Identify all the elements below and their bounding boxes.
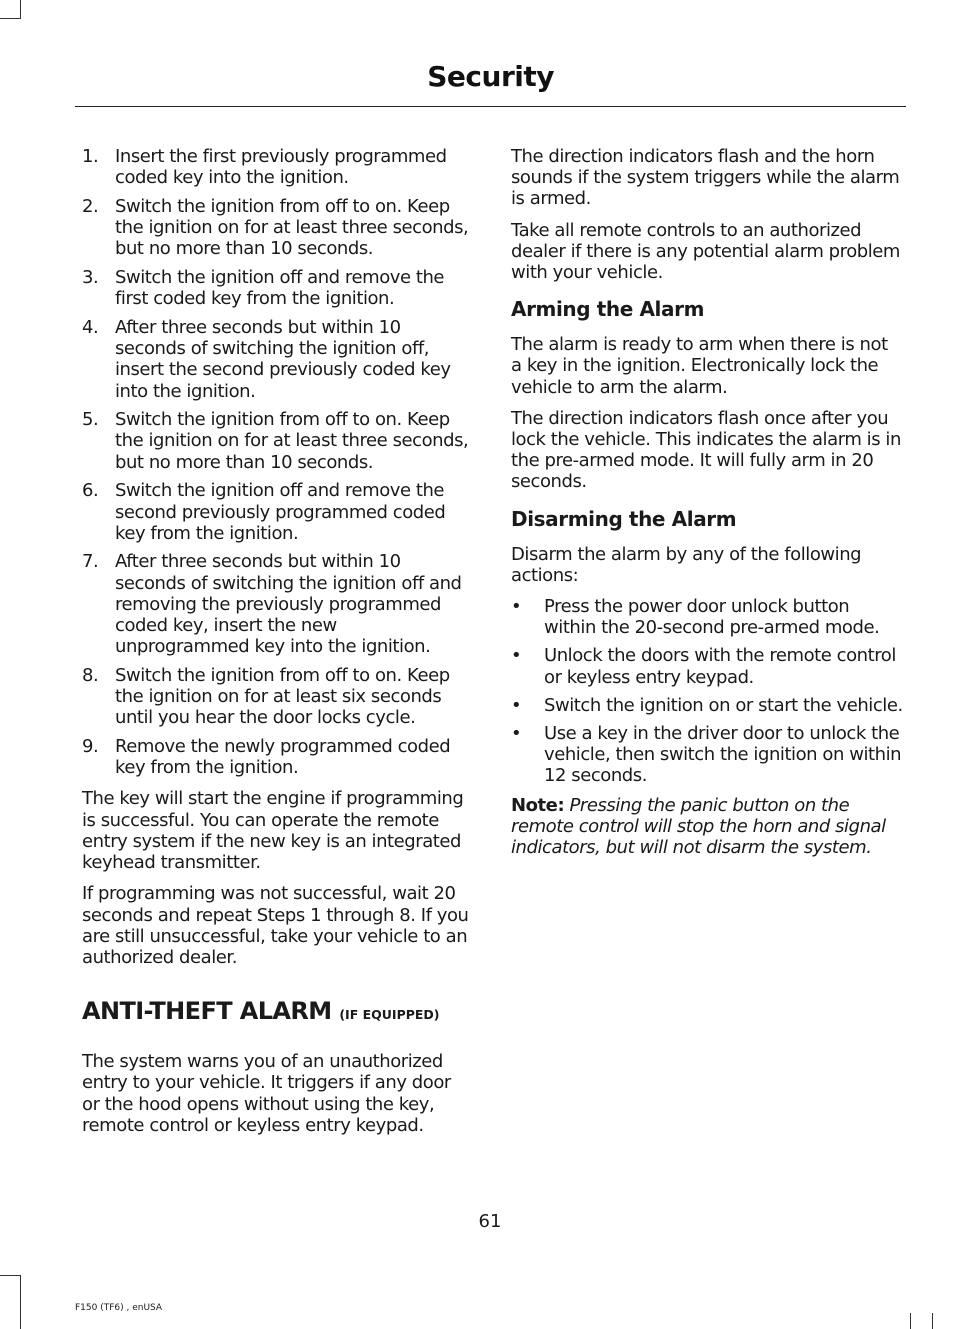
step-text: Switch the ignition from off to on. Keep the ignition on for at least three seconds, but no more than 10 seconds. bbox=[115, 409, 469, 473]
list-item bbox=[82, 196, 472, 260]
crop-mark-bottom-left-v bbox=[20, 1275, 21, 1329]
section-heading-suffix: (IF EQUIPPED) bbox=[339, 1007, 440, 1023]
step-text: Remove the newly programmed coded key from the ignition. bbox=[115, 736, 451, 779]
list-item bbox=[82, 551, 472, 657]
crop-mark-top-left-v bbox=[20, 0, 21, 18]
step-number: 6. bbox=[82, 480, 99, 502]
list-item bbox=[82, 480, 472, 544]
paragraph-system: The system warns you of an unauthorized entry to your vehicle. It triggers if any door or the hood opens without using the key, remote control or keyless entry keypad. bbox=[82, 1051, 451, 1136]
page-number: 61 bbox=[478, 1211, 502, 1232]
step-text: After three seconds but within 10 seconds of switching the ignition off and removing the previously programmed coded key, insert the new unprogrammed key into the ignition. bbox=[115, 551, 462, 658]
crop-mark-top-left-h bbox=[0, 18, 21, 19]
list-item bbox=[511, 695, 903, 716]
programming-steps-list bbox=[82, 146, 472, 778]
list-item bbox=[82, 736, 472, 778]
step-text: After three seconds but within 10 seconds of switching the ignition off, insert the second previously coded key into the ignition. bbox=[115, 316, 451, 402]
paragraph-success: The key will start the engine if programming is successful. You can operate the remote entry system if the new key is an integrated keyhead transmitter. bbox=[82, 788, 464, 874]
paragraph-indicators: The direction indicators flash and the horn sounds if the system triggers while the alarm is armed. bbox=[511, 146, 900, 210]
bullet-text: Press the power door unlock button within the 20-second pre-armed mode. bbox=[544, 596, 880, 639]
list-item bbox=[82, 409, 472, 473]
crop-mark-bottom-left-h bbox=[0, 1275, 21, 1276]
list-item bbox=[82, 665, 472, 729]
right-column bbox=[511, 146, 903, 868]
subheading-arming: Arming the Alarm bbox=[511, 297, 705, 322]
bullet-text: Use a key in the driver door to unlock the vehicle, then switch the ignition on within 12 seconds. bbox=[544, 723, 902, 787]
step-text: Insert the first previously programmed coded key into the ignition. bbox=[115, 146, 447, 189]
paragraph-arming-2: The direction indicators flash once after you lock the vehicle. This indicates the alarm is in the pre-armed mode. It will fully arm in 20 seconds. bbox=[511, 407, 901, 493]
list-item bbox=[511, 596, 903, 638]
subheading-disarming: Disarming the Alarm bbox=[511, 506, 737, 531]
disarm-actions-list bbox=[511, 596, 903, 787]
page-title: Security bbox=[427, 60, 554, 93]
note-label: Note: bbox=[511, 794, 565, 816]
list-item bbox=[82, 146, 472, 188]
step-number: 2. bbox=[82, 195, 99, 217]
bullet-icon: • bbox=[511, 723, 522, 745]
step-number: 1. bbox=[82, 146, 99, 167]
list-item bbox=[82, 267, 472, 309]
paragraph-disarming-intro: Disarm the alarm by any of the following actions: bbox=[511, 543, 862, 586]
step-number: 3. bbox=[82, 267, 99, 289]
crop-mark-bottom-right-v1 bbox=[932, 1313, 933, 1329]
step-text: Switch the ignition from off to on. Keep the ignition on for at least three seconds, but no more than 10 seconds. bbox=[115, 195, 469, 260]
document-code: F150 (TF6) , enUSA bbox=[75, 1303, 163, 1313]
bullet-icon: • bbox=[511, 596, 522, 618]
crop-mark-bottom-right-v2 bbox=[910, 1313, 911, 1329]
step-number: 7. bbox=[82, 551, 99, 573]
left-column bbox=[82, 146, 472, 1146]
step-number: 9. bbox=[82, 736, 99, 758]
paragraph-arming-1: The alarm is ready to arm when there is not a key in the ignition. Electronically lock the vehicle to arm the alarm. bbox=[511, 334, 888, 398]
section-heading-anti-theft-alarm bbox=[82, 996, 472, 1030]
step-text: Switch the ignition from off to on. Keep the ignition on for at least six seconds until you hear the door locks cycle. bbox=[115, 664, 450, 729]
section-heading-text: ANTI-THEFT ALARM bbox=[82, 997, 332, 1026]
note bbox=[511, 795, 903, 859]
step-text: Switch the ignition off and remove the second previously programmed coded key from the ignition. bbox=[115, 480, 446, 544]
step-number: 8. bbox=[82, 664, 99, 686]
bullet-text: Switch the ignition on or start the vehicle. bbox=[544, 694, 903, 716]
step-number: 4. bbox=[82, 316, 99, 338]
bullet-icon: • bbox=[511, 645, 522, 667]
note-text: Pressing the panic button on the remote control will stop the horn and signal indicators, but will not disarm the system. bbox=[511, 794, 886, 859]
title-rule bbox=[75, 106, 906, 107]
step-text: Switch the ignition off and remove the first coded key from the ignition. bbox=[115, 267, 445, 310]
list-item bbox=[511, 645, 903, 687]
list-item bbox=[511, 723, 903, 787]
bullet-text: Unlock the doors with the remote control or keyless entry keypad. bbox=[544, 645, 896, 688]
list-item bbox=[82, 317, 472, 402]
bullet-icon: • bbox=[511, 694, 522, 716]
paragraph-unsuccessful: If programming was not successful, wait 20 seconds and repeat Steps 1 through 8. If you are still unsuccessful, take your vehicle to an authorized dealer. bbox=[82, 883, 469, 968]
paragraph-dealer: Take all remote controls to an authorized dealer if there is any potential alarm problem with your vehicle. bbox=[511, 219, 901, 284]
step-number: 5. bbox=[82, 409, 99, 431]
